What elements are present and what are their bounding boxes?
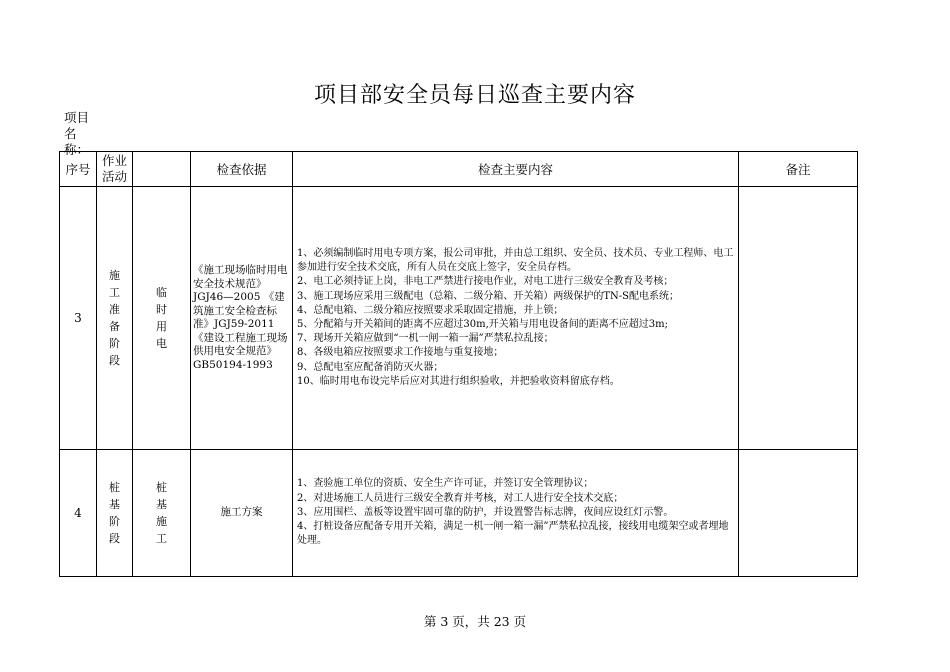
row-sub-activity: 临 时 用 电 [133, 187, 191, 450]
header-activity: 作业活动 [97, 152, 133, 187]
row-basis: 施工方案 [191, 450, 293, 577]
row-content: 1、查验施工单位的资质、安全生产许可证，并签订安全管理协议； 2、对进场施工人员进行三级安全教育并考核，对工人进行安全技术交底； 3、应用围栏、盖板等设置牢固可靠的防护，并设置警告标志牌，夜间应设红灯示警。 4、打桩设备应配备专用开关箱，满足一机一闸一箱一漏”严禁私拉乱接，接线用电缆架空或者埋地处理。 [293, 450, 739, 577]
table-row [60, 187, 858, 450]
header-basis: 检查依据 [191, 152, 293, 187]
table-row [60, 450, 858, 577]
row-remark [739, 187, 858, 450]
header-blank [133, 152, 191, 187]
page-title: 项目部安全员每日巡查主要内容 [313, 83, 636, 108]
row-content: 1、必须编制临时用电专项方案，报公司审批，并由总工组织、安全员、技术员、专业工程师、电工参加进行安全技术交底，所有人员在交底上签字，安全员存档。 2、电工必须持证上岗，非电工严禁进行接电作业，对电工进行三级安全教育及考核； 3、施工现场应采用三级配电（总箱、二级分箱、开关箱）两级保护的TN-S配电系统； 4、总配电箱、二级分箱应按照要求采取固定措施，并上锁； 5、分配箱与开关箱间的距离不应超过30m,开关箱与用电设备间的距离不应超过3m; 7、现场开关箱应做到“一机一闸一箱一漏”严禁私拉乱接； 8、各级电箱应按照要求工作接地与重复接地； 9、总配电室应配备消防灭火器； 10、临时用电布设完毕后应对其进行组织验收，并把验收资料留底存档。 [293, 187, 739, 450]
row-sub-activity: 桩 基 施 工 [133, 450, 191, 577]
project-name-label: 项目名称： [64, 110, 90, 157]
header-seq: 序号 [60, 152, 97, 187]
row-activity: 施 工 准 备 阶 段 [97, 187, 133, 450]
row-activity: 桩 基 阶 段 [97, 450, 133, 577]
row-seq: 3 [60, 187, 97, 450]
row-basis: 《施工现场临时用电安全技术规范》JGJ46—2005 《建筑施工安全检查标准》JGJ59-2011 《建设工程施工现场供用电安全规范》GB50194-1993 [191, 187, 293, 450]
inspection-table [59, 151, 858, 577]
header-content: 检查主要内容 [293, 152, 739, 187]
page-footer: 第 3 页，共 23 页 [423, 614, 527, 629]
table-header-row [60, 152, 858, 187]
row-remark [739, 450, 858, 577]
row-seq: 4 [60, 450, 97, 577]
header-remark: 备注 [739, 152, 858, 187]
